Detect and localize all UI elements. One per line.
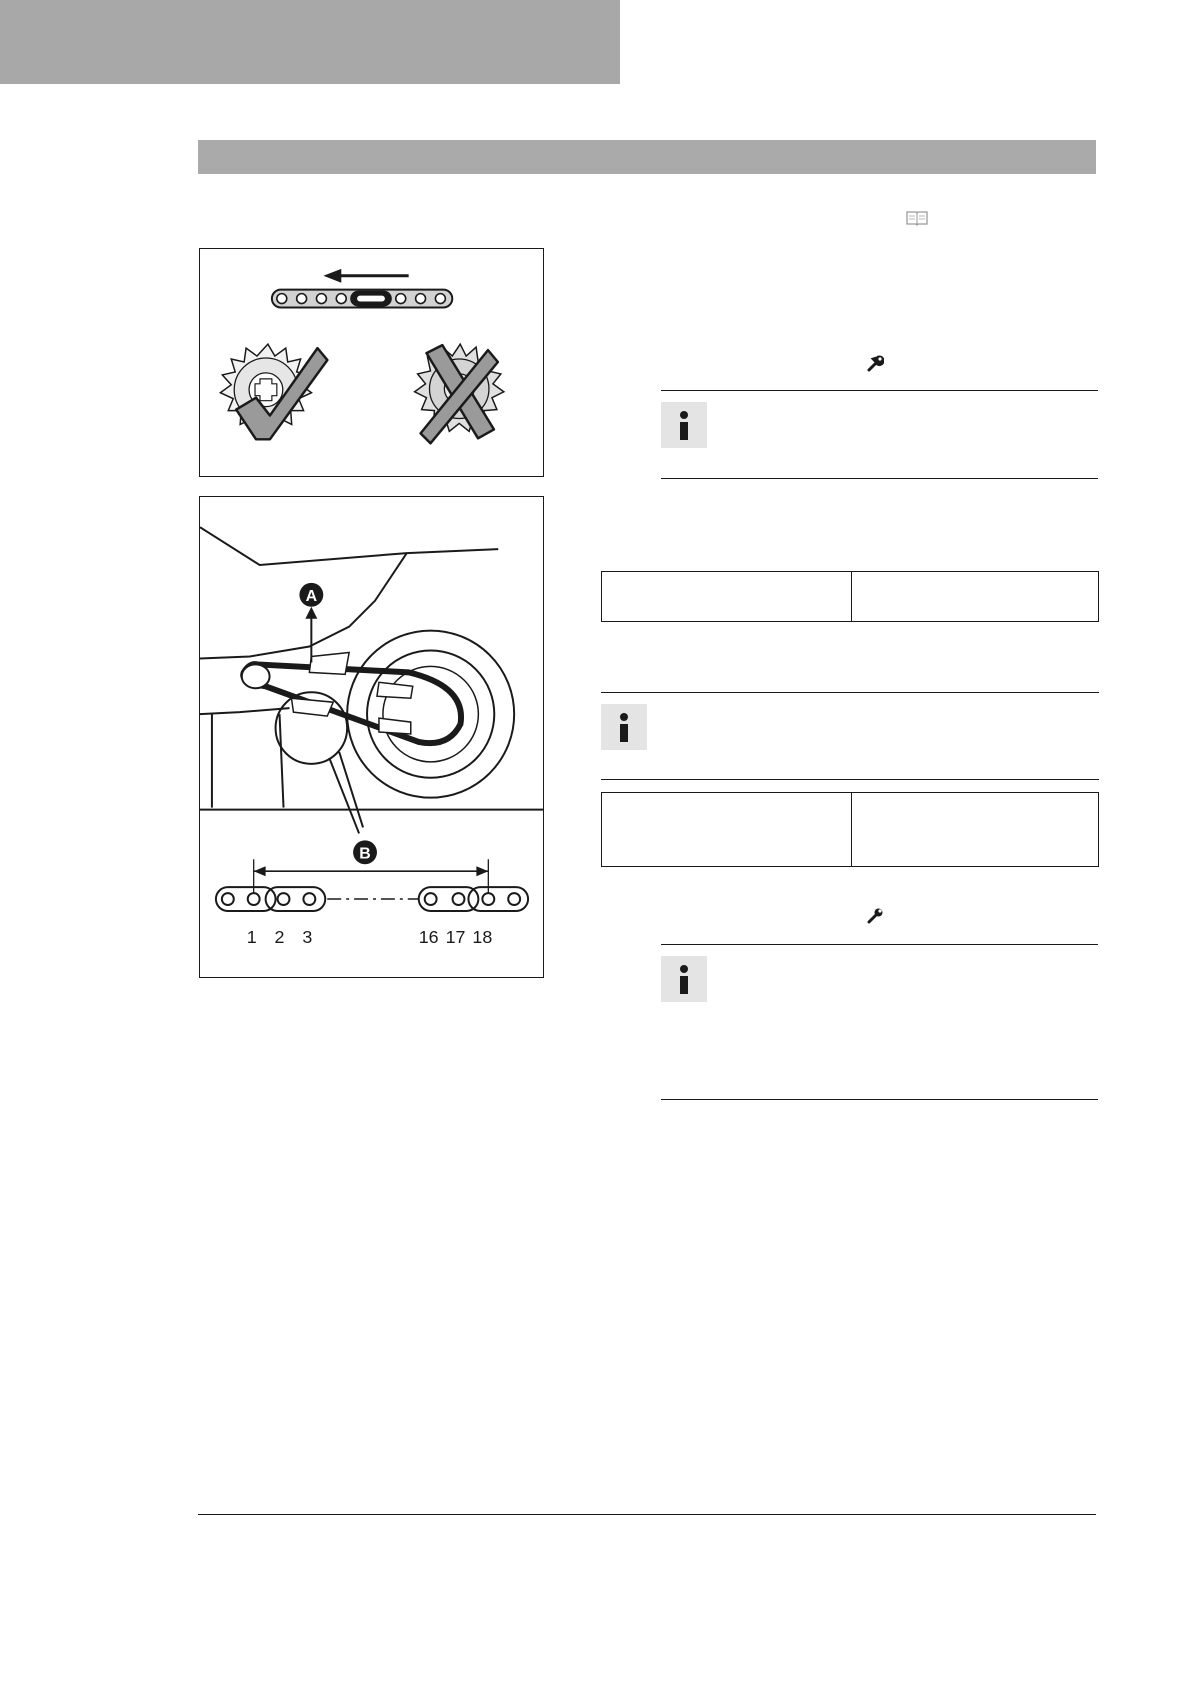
chain-strip-icon: [272, 290, 452, 308]
note-bottom-rule: [601, 779, 1099, 780]
callout-b: B: [359, 845, 371, 863]
link-label: 18: [472, 926, 493, 947]
book-icon[interactable]: [905, 209, 929, 227]
sprocket-correct: [220, 344, 327, 439]
info-icon: [601, 704, 647, 750]
chain-segment-right: [419, 887, 528, 911]
note-top-rule: [601, 692, 1099, 693]
spec-cell: [602, 793, 852, 867]
spec-cell: [602, 572, 852, 622]
sprocket-incorrect: [415, 344, 504, 443]
note-top-rule: [661, 944, 1098, 945]
footer-rule: [198, 1514, 1096, 1515]
wrench-icon: [866, 355, 884, 373]
direction-arrow: [323, 269, 408, 283]
info-icon: [661, 956, 707, 1002]
spec-table: [601, 792, 1099, 867]
link-label: 17: [445, 926, 466, 947]
note-top-rule: [661, 390, 1098, 391]
sprocket-figure: [199, 248, 544, 477]
note-bottom-rule: [661, 478, 1098, 479]
spec-cell: [852, 572, 1099, 622]
link-label: 1: [246, 926, 257, 947]
chain-segment-left: [216, 887, 325, 911]
header-band: [0, 0, 620, 84]
section-title-bar: [198, 140, 1096, 174]
note-bottom-rule: [661, 1099, 1098, 1100]
link-label: 2: [274, 926, 285, 947]
info-icon: [661, 402, 707, 448]
chain-wear-figure: [199, 496, 544, 978]
spec-cell: [852, 793, 1099, 867]
wrench-icon: [866, 907, 884, 925]
link-label: 3: [302, 926, 313, 947]
link-label: 16: [418, 926, 439, 947]
callout-a: A: [305, 587, 318, 605]
spec-table: [601, 571, 1099, 622]
